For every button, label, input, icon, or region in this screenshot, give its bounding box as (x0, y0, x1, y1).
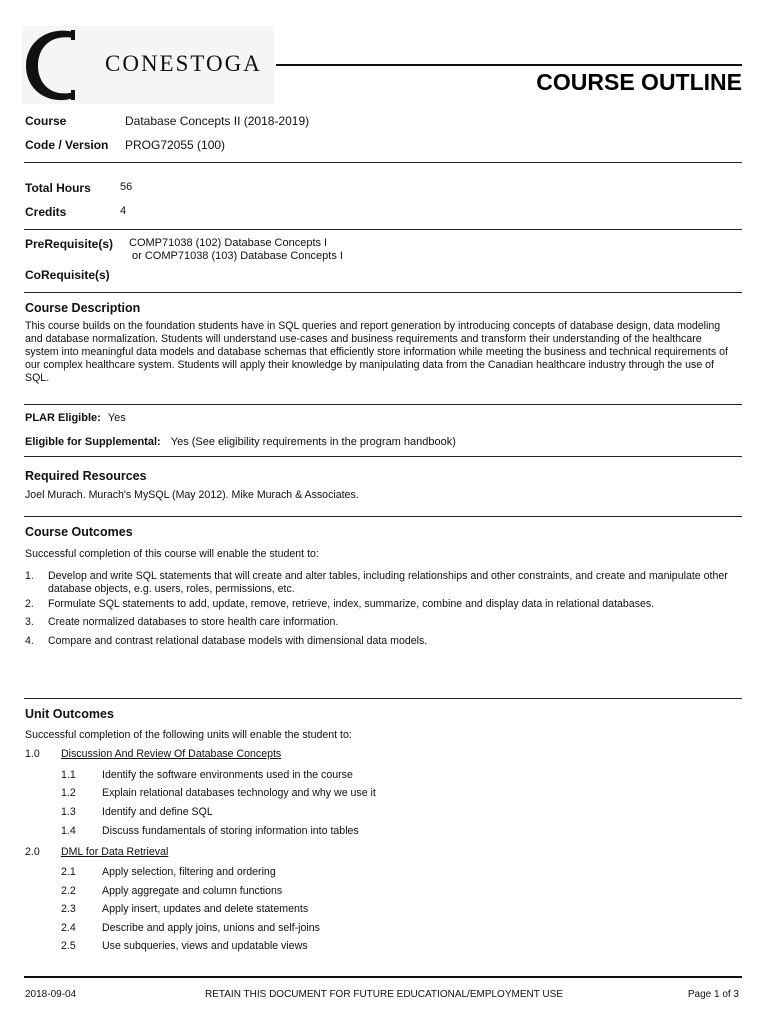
unit-item-number: 1.1 (61, 769, 76, 781)
unit-item-number: 2.1 (61, 866, 76, 878)
divider (24, 698, 742, 699)
unit-item-text: Apply selection, filtering and ordering (102, 866, 276, 878)
unit-outcomes-intro: Successful completion of the following units will enable the student to: (25, 729, 352, 741)
outcome-number: 2. (25, 598, 34, 610)
unit-title: DML for Data Retrieval (61, 846, 169, 858)
outcome-number: 4. (25, 635, 34, 647)
course-description-heading: Course Description (25, 301, 141, 315)
credits-label: Credits (25, 205, 67, 219)
course-label: Course (25, 114, 67, 128)
unit-item-number: 2.5 (61, 940, 76, 952)
unit-item-text: Explain relational databases technology and why we use it (102, 787, 376, 799)
unit-item-text: Identify and define SQL (102, 806, 213, 818)
unit-item-text: Describe and apply joins, unions and self-joins (102, 922, 320, 934)
unit-item-text: Apply insert, updates and delete statements (102, 903, 309, 915)
prereq-label: PreRequisite(s) (25, 237, 114, 251)
divider (24, 292, 742, 293)
unit-item-number: 1.2 (61, 787, 76, 799)
divider (24, 516, 742, 517)
outcome-text: Create normalized databases to store health care information. (48, 616, 339, 628)
unit-item-number: 2.4 (61, 922, 76, 934)
unit-item-text: Use subqueries, views and updatable views (102, 940, 308, 952)
supplemental-value: Yes (See eligibility requirements in the program handbook) (170, 436, 456, 448)
total-hours-value: 56 (120, 181, 133, 193)
logo (22, 26, 274, 104)
course-outcomes-intro: Successful completion of this course will enable the student to: (25, 548, 319, 560)
divider (24, 162, 742, 163)
footer-notice: RETAIN THIS DOCUMENT FOR FUTURE EDUCATIONAL/EMPLOYMENT USE (205, 989, 563, 1000)
coreq-label: CoRequisite(s) (25, 268, 110, 282)
required-resources-heading: Required Resources (25, 469, 147, 483)
divider (24, 404, 742, 405)
logo-wordmark: CONESTOGA (105, 51, 262, 76)
credits-value: 4 (120, 205, 127, 217)
outcome-text: Formulate SQL statements to add, update, remove, retrieve, index, summarize, combine and display data in relational databases. (48, 598, 655, 610)
supplemental-row (25, 436, 456, 448)
supplemental-label: Eligible for Supplemental: (25, 436, 161, 448)
unit-number: 2.0 (25, 846, 40, 858)
outcome-number: 1. (25, 570, 34, 582)
outcome-text: Develop and write SQL statements that will create and alter tables, including relationships and other constraints, and create and manipulate other database objects, e.g. users, roles, permissions, etc. (48, 570, 728, 595)
code-label: Code / Version (25, 138, 109, 152)
code-value: PROG72055 (100) (125, 138, 226, 152)
unit-item-number: 1.4 (61, 825, 76, 837)
header-rule (276, 64, 742, 66)
course-description-text: This course builds on the foundation students have in SQL queries and report generation by introducing concepts of database design, data modeling and database normalization. Students will understand use-cases and business requirements and transform their understanding of the healthcare system into meaningful data models and database schemas that efficiently store information while meeting the business and technical requirements of our complex healthcare system. Students will apply their knowledge by manipulating data from the Canadian healthcare industry through the use of SQL. (25, 320, 728, 384)
prereq-line-1: COMP71038 (102) Database Concepts I (129, 237, 328, 249)
footer-page-number: Page 1 of 3 (687, 989, 739, 1000)
unit-item-text: Discuss fundamentals of storing information into tables (102, 825, 359, 837)
unit-item-number: 2.2 (61, 885, 76, 897)
footer-rule (24, 976, 742, 978)
unit-outcomes-heading: Unit Outcomes (25, 707, 114, 721)
unit-item-text: Identify the software environments used in the course (102, 769, 353, 781)
outcome-text: Compare and contrast relational database models with dimensional data models. (48, 635, 428, 647)
plar-value: Yes (107, 412, 126, 424)
unit-item-text: Apply aggregate and column functions (102, 885, 283, 897)
unit-title: Discussion And Review Of Database Concepts (61, 748, 282, 760)
plar-row (25, 412, 126, 424)
page-title: COURSE OUTLINE (536, 69, 742, 95)
unit-item-number: 1.3 (61, 806, 76, 818)
course-value: Database Concepts II (2018-2019) (125, 114, 310, 128)
prereq-line-2: or COMP71038 (103) Database Concepts I (132, 250, 343, 262)
unit-number: 1.0 (25, 748, 40, 760)
outcome-number: 3. (25, 616, 34, 628)
conestoga-c-mark-icon (22, 26, 86, 104)
plar-label: PLAR Eligible: (25, 412, 101, 424)
course-outcomes-heading: Course Outcomes (25, 525, 133, 539)
divider (24, 456, 742, 457)
divider (24, 229, 742, 230)
total-hours-label: Total Hours (25, 181, 91, 195)
footer-date: 2018-09-04 (25, 989, 77, 1000)
unit-item-number: 2.3 (61, 903, 76, 915)
required-resources-text: Joel Murach. Murach's MySQL (May 2012). Mike Murach & Associates. (25, 489, 359, 501)
